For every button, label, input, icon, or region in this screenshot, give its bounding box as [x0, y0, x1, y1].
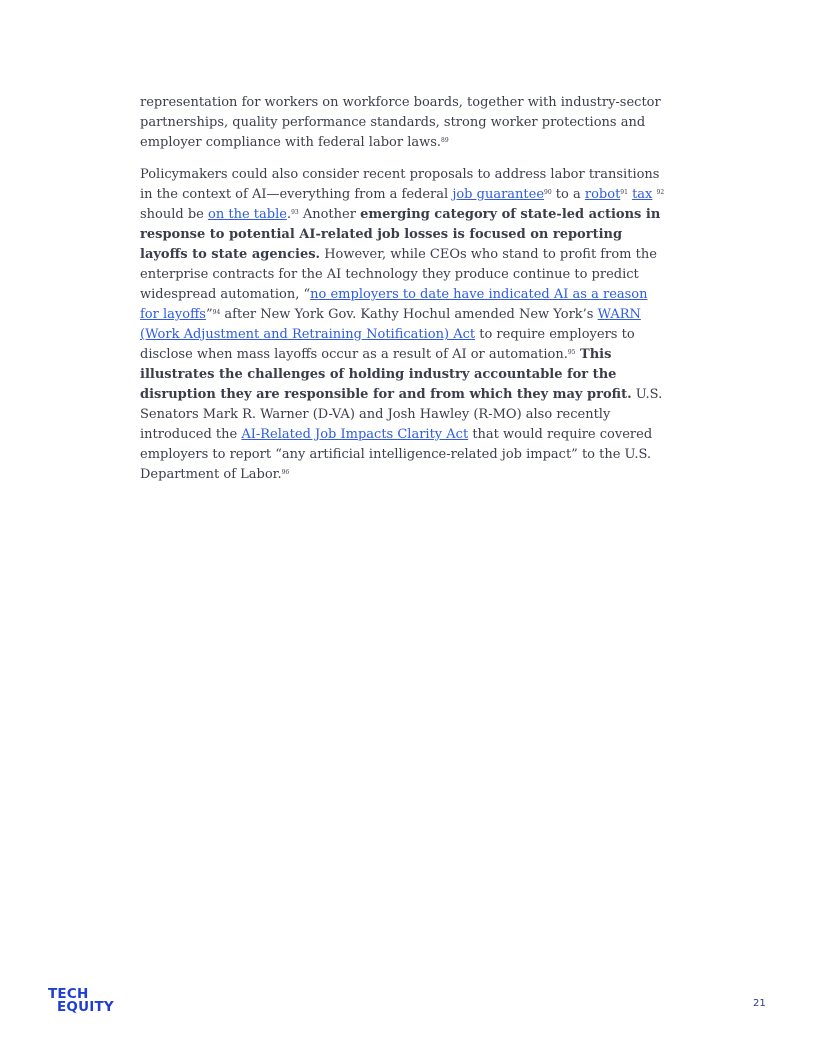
- paragraph: [140, 165, 670, 485]
- job-guarantee-link[interactable]: job guarantee: [452, 187, 545, 202]
- paragraph-text: Another: [298, 207, 361, 222]
- footnote-ref[interactable]: 92: [656, 189, 665, 196]
- paragraph-text: representation for workers on workforce boards, together with industry-sector partnerships, quality performance standards, strong worker protections and employer compliance with federal labor laws.: [140, 95, 661, 150]
- no-employers-link[interactable]: no employers to date have indicated AI as a reason for layoffs: [140, 287, 648, 322]
- paragraph-text: However, while CEOs who stand to profit from the enterprise contracts for the AI technology they produce continue to predict widespread automation, “: [140, 247, 657, 302]
- paragraph-text: after New York Gov. Kathy Hochul amended New York’s: [220, 307, 598, 322]
- page-number: 21: [753, 998, 766, 1009]
- techequity-logo: [48, 988, 114, 1014]
- paragraph-text: ”: [205, 307, 213, 322]
- warn-act-link[interactable]: WARN (Work Adjustment and Retraining Notification) Act: [140, 307, 641, 342]
- paragraph-text: U.S. Senators Mark R. Warner (D-VA) and Josh Hawley (R-MO) also recently introduced the: [140, 387, 663, 442]
- footnote-ref[interactable]: 91: [620, 189, 628, 196]
- footnote-ref[interactable]: 93: [291, 209, 299, 216]
- paragraph-text: Policymakers could also consider recent proposals to address labor transitions in the context of AI—everything from a federal: [140, 167, 660, 202]
- footnote-ref[interactable]: 94: [212, 309, 221, 316]
- paragraph-text: that would require covered employers to report “any artificial intelligence-related job impact” to the U.S. Department of Labor.: [140, 427, 653, 482]
- logo-line-tech: TECH: [48, 986, 89, 1002]
- robot-link[interactable]: robot: [584, 187, 621, 202]
- paragraph-text: to require employers to disclose when mass layoffs occur as a result of AI or automation.: [140, 327, 635, 362]
- body-text: [140, 93, 670, 497]
- paragraph-text: to a: [551, 187, 585, 202]
- bold-emphasis: emerging category of state-led actions in response to potential AI-related job losses is focused on reporting layoffs to state agencies.: [140, 207, 661, 262]
- paragraph: [140, 93, 670, 153]
- footnote-ref[interactable]: 95: [567, 349, 576, 356]
- footnote-ref[interactable]: 89: [441, 137, 449, 144]
- footnote-ref[interactable]: 90: [544, 189, 552, 196]
- footnote-ref[interactable]: 96: [281, 469, 290, 476]
- paragraph-text: .: [286, 207, 292, 222]
- clarity-act-link[interactable]: AI-Related Job Impacts Clarity Act: [241, 427, 469, 442]
- paragraph-text: should be: [140, 207, 209, 222]
- bold-emphasis: This illustrates the challenges of holding industry accountable for the disruption they are responsible for and from which they may profit.: [140, 347, 632, 402]
- on-the-table-link[interactable]: on the table: [208, 207, 287, 222]
- tax-link[interactable]: tax: [632, 187, 653, 202]
- logo-line-equity: EQUITY: [57, 999, 114, 1015]
